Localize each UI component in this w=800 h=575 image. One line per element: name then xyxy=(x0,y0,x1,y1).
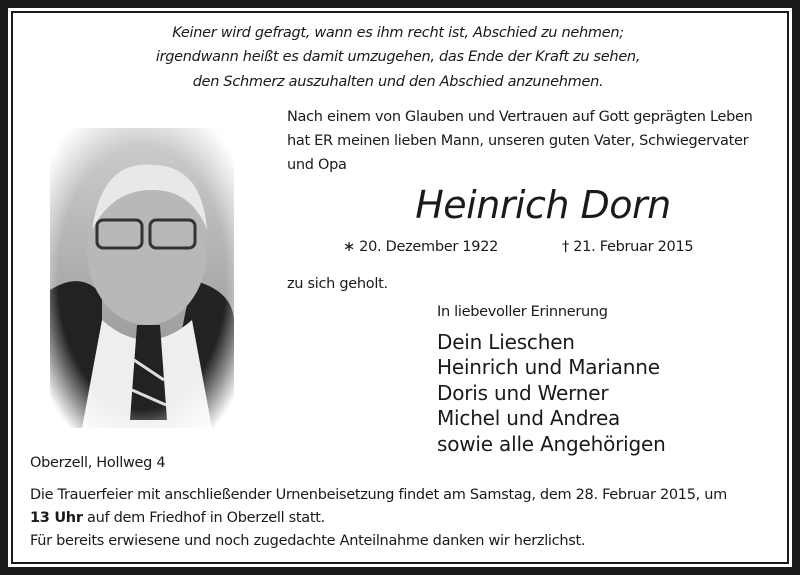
thanks-text: Für bereits erwiesene und noch zugedachte Anteilnahme danken wir herzlichst. xyxy=(30,533,586,549)
intro-line: hat ER meinen lieben Mann, unseren guten Vater, Schwiegervater xyxy=(287,133,749,149)
birth-date: ∗ 20. Dezember 1922 xyxy=(343,239,499,255)
address: Oberzell, Hollweg 4 xyxy=(30,455,166,471)
family-member: sowie alle Angehörigen xyxy=(437,432,666,456)
obituary-notice xyxy=(8,8,792,567)
remembrance-text: In liebevoller Erinnerung xyxy=(437,304,608,320)
intro-line: und Opa xyxy=(287,157,347,173)
family-member: Doris und Werner xyxy=(437,381,609,405)
quote-line: Keiner wird gefragt, wann es ihm recht ist, Abschied zu nehmen; xyxy=(172,25,624,41)
death-date: † 21. Februar 2015 xyxy=(562,239,694,255)
quote-line: den Schmerz auszuhalten und den Abschied anzunehmen. xyxy=(192,74,604,90)
portrait-photo xyxy=(42,120,242,435)
funeral-line: Die Trauerfeier mit anschließender Urnenbeisetzung findet am Samstag, dem 28. Februar 2015, um xyxy=(30,487,727,503)
funeral-location: auf dem Friedhof in Oberzell statt. xyxy=(82,510,325,526)
intro-line: Nach einem von Glauben und Vertrauen auf Gott geprägten Leben xyxy=(287,109,753,125)
family-member: Michel und Andrea xyxy=(437,406,621,430)
outro-text: zu sich geholt. xyxy=(287,276,388,292)
family-member: Heinrich und Marianne xyxy=(437,355,660,379)
quote-line: irgendwann heißt es damit umzugehen, das Ende der Kraft zu sehen, xyxy=(155,49,641,65)
deceased-name: Heinrich Dorn xyxy=(415,183,671,227)
funeral-line-2 xyxy=(30,510,325,526)
notice-border xyxy=(11,11,789,564)
family-member: Dein Lieschen xyxy=(437,330,575,354)
funeral-time: 13 Uhr xyxy=(30,510,83,526)
